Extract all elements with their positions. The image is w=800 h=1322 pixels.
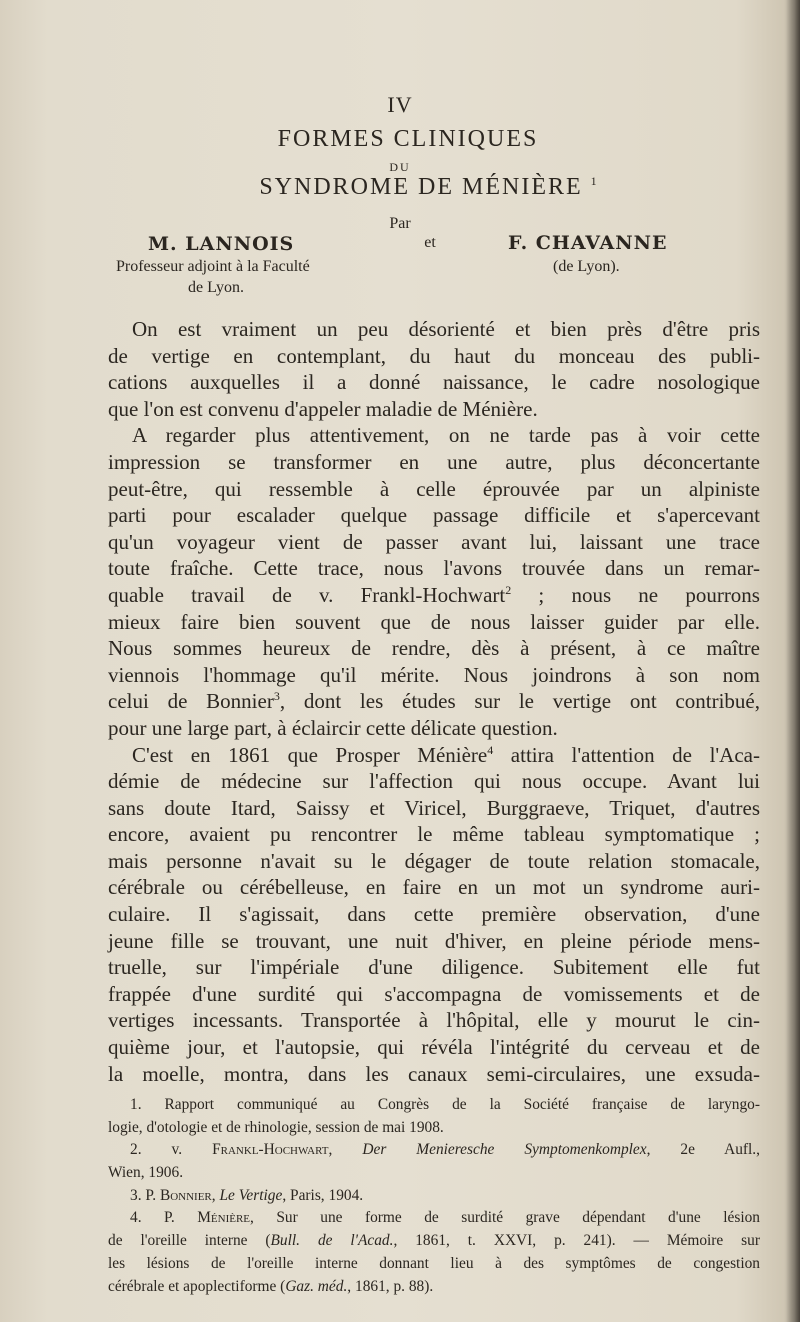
body-line: de vertige en contemplant, du haut du monceau des publi- — [108, 343, 760, 368]
footnote-3 — [108, 1185, 760, 1208]
footnote-part: , 1861, p. 88). — [347, 1277, 434, 1295]
footnote-part: , 1861, t. XXVI, p. 241). — Mémoire sur — [393, 1232, 760, 1250]
footnote-4-cont — [108, 1276, 760, 1299]
title-connector: DU — [389, 160, 411, 174]
footnote-journal: Bull. de l'Acad. — [270, 1232, 394, 1250]
footnote-part: , — [211, 1186, 220, 1204]
body-line-part: quable travail de v. Frankl-Hochwart — [108, 582, 506, 607]
note-mark-4: 4 — [487, 742, 494, 757]
author-1-name: M. LANNOIS — [148, 233, 295, 255]
body-line: pour une large part, à éclaircir cette délicate question. — [108, 715, 558, 740]
body-line: toute fraîche. Cette trace, nous l'avons trouvée dans un remar- — [108, 556, 760, 581]
body-line: frappée d'une surdité qui s'accompagna de vomissements et de — [108, 981, 760, 1006]
body-line: Nous sommes heureux de rendre, dès à présent, à ce maître — [108, 636, 760, 661]
title-line-2 — [28, 174, 800, 201]
footnote-2-cont: Wien, 1906. — [108, 1164, 184, 1182]
body-line-part: ; nous ne pourrons — [511, 582, 760, 607]
body-line — [108, 582, 760, 609]
body-line: viennois l'hommage qu'il mérite. Nous joindrons à son nom — [108, 662, 760, 687]
body-line-part: celui de Bonnier — [108, 689, 274, 714]
body-line — [108, 688, 760, 715]
body-line: parti pour escalader quelque passage difficile et s'apercevant — [108, 503, 760, 528]
body-line: jeune fille se trouvant, une nuit d'hiver, en pleine période mens- — [108, 928, 760, 953]
footnote-part: , — [328, 1141, 363, 1159]
footnote-2 — [108, 1139, 760, 1162]
body-line-part: attira l'attention de l'Aca- — [493, 742, 760, 767]
by-label: Par — [389, 215, 411, 232]
footnote-author: Bonnier — [159, 1186, 212, 1204]
body-line: la moelle, montra, dans les canaux semi-circulaires, une exsuda- — [108, 1061, 760, 1086]
note-mark-2: 2 — [505, 582, 512, 597]
body-line: A regarder plus attentivement, on ne tarde pas à voir cette — [132, 423, 760, 448]
footnote-part: de l'oreille interne ( — [108, 1232, 271, 1250]
footnote-part: 2. v. — [130, 1141, 213, 1159]
footnote-title: Le Vertige — [219, 1186, 283, 1204]
title-line-2-text: SYNDROME DE MÉNIÈRE — [259, 174, 583, 200]
footnote-part: 3. P. — [130, 1186, 160, 1204]
body-line: truelle, sur l'impériale d'une diligence. Subitement elle fut — [108, 955, 760, 980]
footnote-part: cérébrale et apoplectiforme ( — [108, 1277, 286, 1295]
body-line: mieux faire bien souvent que de nous laisser guider par elle. — [108, 609, 760, 634]
body-line: cérébrale ou cérébelleuse, en faire en un mot un syndrome auri- — [108, 875, 760, 900]
footnote-1-cont: logie, d'otologie et de rhinologie, session de mai 1908. — [108, 1118, 444, 1136]
footnote-part: 4. P. — [130, 1209, 198, 1227]
author-1-affiliation-cont: de Lyon. — [188, 279, 244, 296]
footnotes — [108, 1094, 760, 1298]
chapter-number: IV — [387, 92, 413, 117]
body-line: sans doute Itard, Saissy et Viricel, Burggraeve, Triquet, d'autres — [108, 795, 760, 820]
body-line-part: , dont les études sur le vertige ont contribué, — [279, 689, 760, 714]
body-line: qu'un voyageur vient de passer avant lui, laissant une trace — [108, 529, 760, 554]
author-2-affiliation: (de Lyon). — [553, 258, 620, 275]
body-text — [108, 316, 760, 1087]
footnote-title: Der Menieresche Symptomenkomplex — [362, 1141, 647, 1159]
body-line: impression se transformer en une autre, plus déconcertante — [108, 449, 760, 474]
footnote-4-cont — [108, 1230, 760, 1253]
footnote-author: Frankl-Hochwart — [212, 1141, 329, 1159]
note-mark-3: 3 — [273, 689, 280, 704]
and-label: et — [424, 234, 436, 251]
body-line: cations auxquelles il a donné naissance, le cadre nosologique — [108, 370, 760, 395]
footnote-part: , Paris, 1904. — [282, 1186, 364, 1204]
body-line: culaire. Il s'agissait, dans cette première observation, d'une — [108, 902, 760, 927]
body-line-part: C'est en 1861 que Prosper Ménière — [132, 742, 488, 767]
title-line-1: FORMES CLINIQUES — [277, 126, 539, 152]
body-line: encore, avaient pu rencontrer le même tableau symptomatique ; — [108, 822, 760, 847]
author-1-affiliation: Professeur adjoint à la Faculté — [116, 258, 310, 275]
body-line: peut-être, qui ressemble à celle éprouvée par un alpiniste — [108, 476, 760, 501]
footnote-4-cont: les lésions de l'oreille interne donnant lieu à des symptômes de congestion — [108, 1254, 760, 1272]
footnote-part: , 2e Aufl., — [646, 1141, 761, 1159]
body-line: mais personne n'avait su le dégager de toute relation stomacale, — [108, 848, 760, 873]
body-line: démie de médecine sur l'affection qui nous occupe. Avant lui — [108, 769, 760, 794]
body-line: quième jour, et l'autopsie, qui révéla l'intégrité du cerveau et de — [108, 1035, 760, 1060]
body-line — [108, 742, 760, 769]
footnote-journal: Gaz. méd. — [285, 1277, 348, 1295]
body-line: que l'on est convenu d'appeler maladie de Ménière. — [108, 396, 538, 421]
title-note-mark: 1 — [590, 174, 597, 188]
footnote-1: 1. Rapport communiqué au Congrès de la Société française de laryngo- — [130, 1096, 760, 1113]
author-2-name: F. CHAVANNE — [508, 232, 668, 254]
body-line: vertiges incessants. Transportée à l'hôpital, elle y mourut le cin- — [108, 1008, 760, 1033]
footnote-4 — [108, 1207, 760, 1230]
body-line: On est vraiment un peu désorienté et bien près d'être pris — [132, 317, 760, 341]
footnote-author: Ménière — [197, 1209, 251, 1227]
footnote-part: , Sur une forme de surdité grave dépendant d'une lésion — [250, 1209, 760, 1227]
